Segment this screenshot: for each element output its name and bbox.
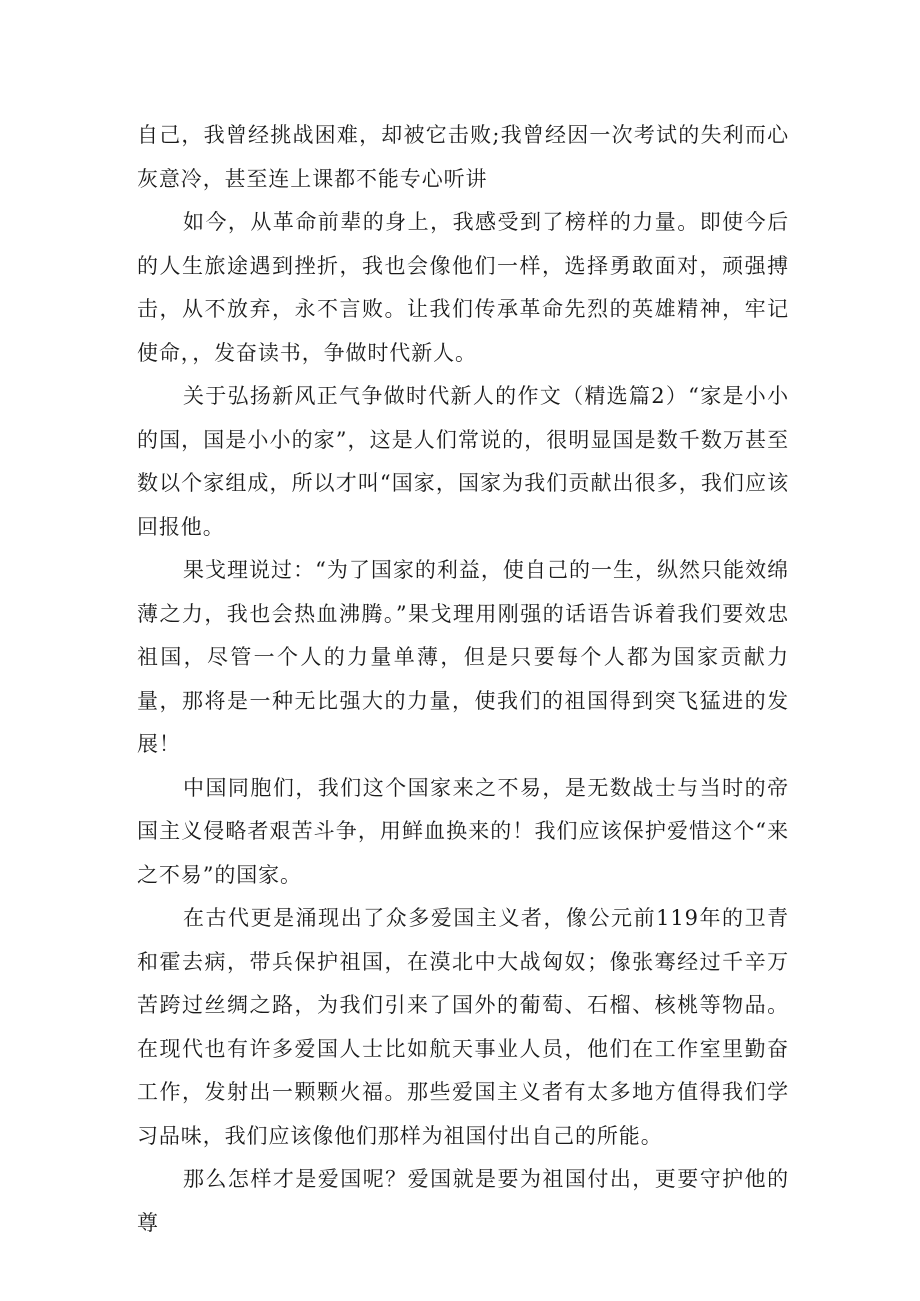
- paragraph-1: 自己，我曾经挑战困难，却被它击败;我曾经因一次考试的失利而心灰意冷，甚至连上课都不能专心听讲: [137, 123, 789, 191]
- paragraph-2: 如今，从革命前辈的身上，我感受到了榜样的力量。即使今后的人生旅途遇到挫折，我也会像他们一样，选择勇敢面对，顽强搏击，从不放弃，永不言败。让我们传承革命先烈的英雄精神，牢记使命，，发奋读书，争做时代新人。: [137, 210, 789, 365]
- paragraph-5: 中国同胞们，我们这个国家来之不易，是无数战士与当时的帝国主义侵略者艰苦斗争，用鲜血换来的！我们应该保护爱惜这个“来之不易”的国家。: [137, 775, 789, 887]
- paragraph-4: 果戈理说过：“为了国家的利益，使自己的一生，纵然只能效绵薄之力，我也会热血沸腾。”果戈理用刚强的话语告诉着我们要效忠祖国，尽管一个人的力量单薄，但是只要每个人都为国家贡献力量，那将是一种无比强大的力量，使我们的祖国得到突飞猛进的发展！: [137, 558, 789, 756]
- body-text: [137, 114, 789, 1245]
- paragraph-3: 关于弘扬新风正气争做时代新人的作文（精选篇2）“家是小小的国，国是小小的家”，这是人们常说的，很明显国是数千数万甚至数以个家组成，所以才叫“国家，国家为我们贡献出很多，我们应该回报他。: [137, 384, 789, 539]
- paragraph-7: 那么怎样才是爱国呢？爱国就是要为祖国付出，更要守护他的尊: [137, 1167, 789, 1235]
- paragraph-6: 在古代更是涌现出了众多爱国主义者，像公元前119年的卫青和霍去病，带兵保护祖国，在漠北中大战匈奴；像张骞经过千辛万苦跨过丝绸之路，为我们引来了国外的葡萄、石榴、核桃等物品。在现代也有许多爱国人士比如航天事业人员，他们在工作室里勤奋工作，发射出一颗颗火福。那些爱国主义者有太多地方值得我们学习品味，我们应该像他们那样为祖国付出自己的所能。: [137, 906, 789, 1148]
